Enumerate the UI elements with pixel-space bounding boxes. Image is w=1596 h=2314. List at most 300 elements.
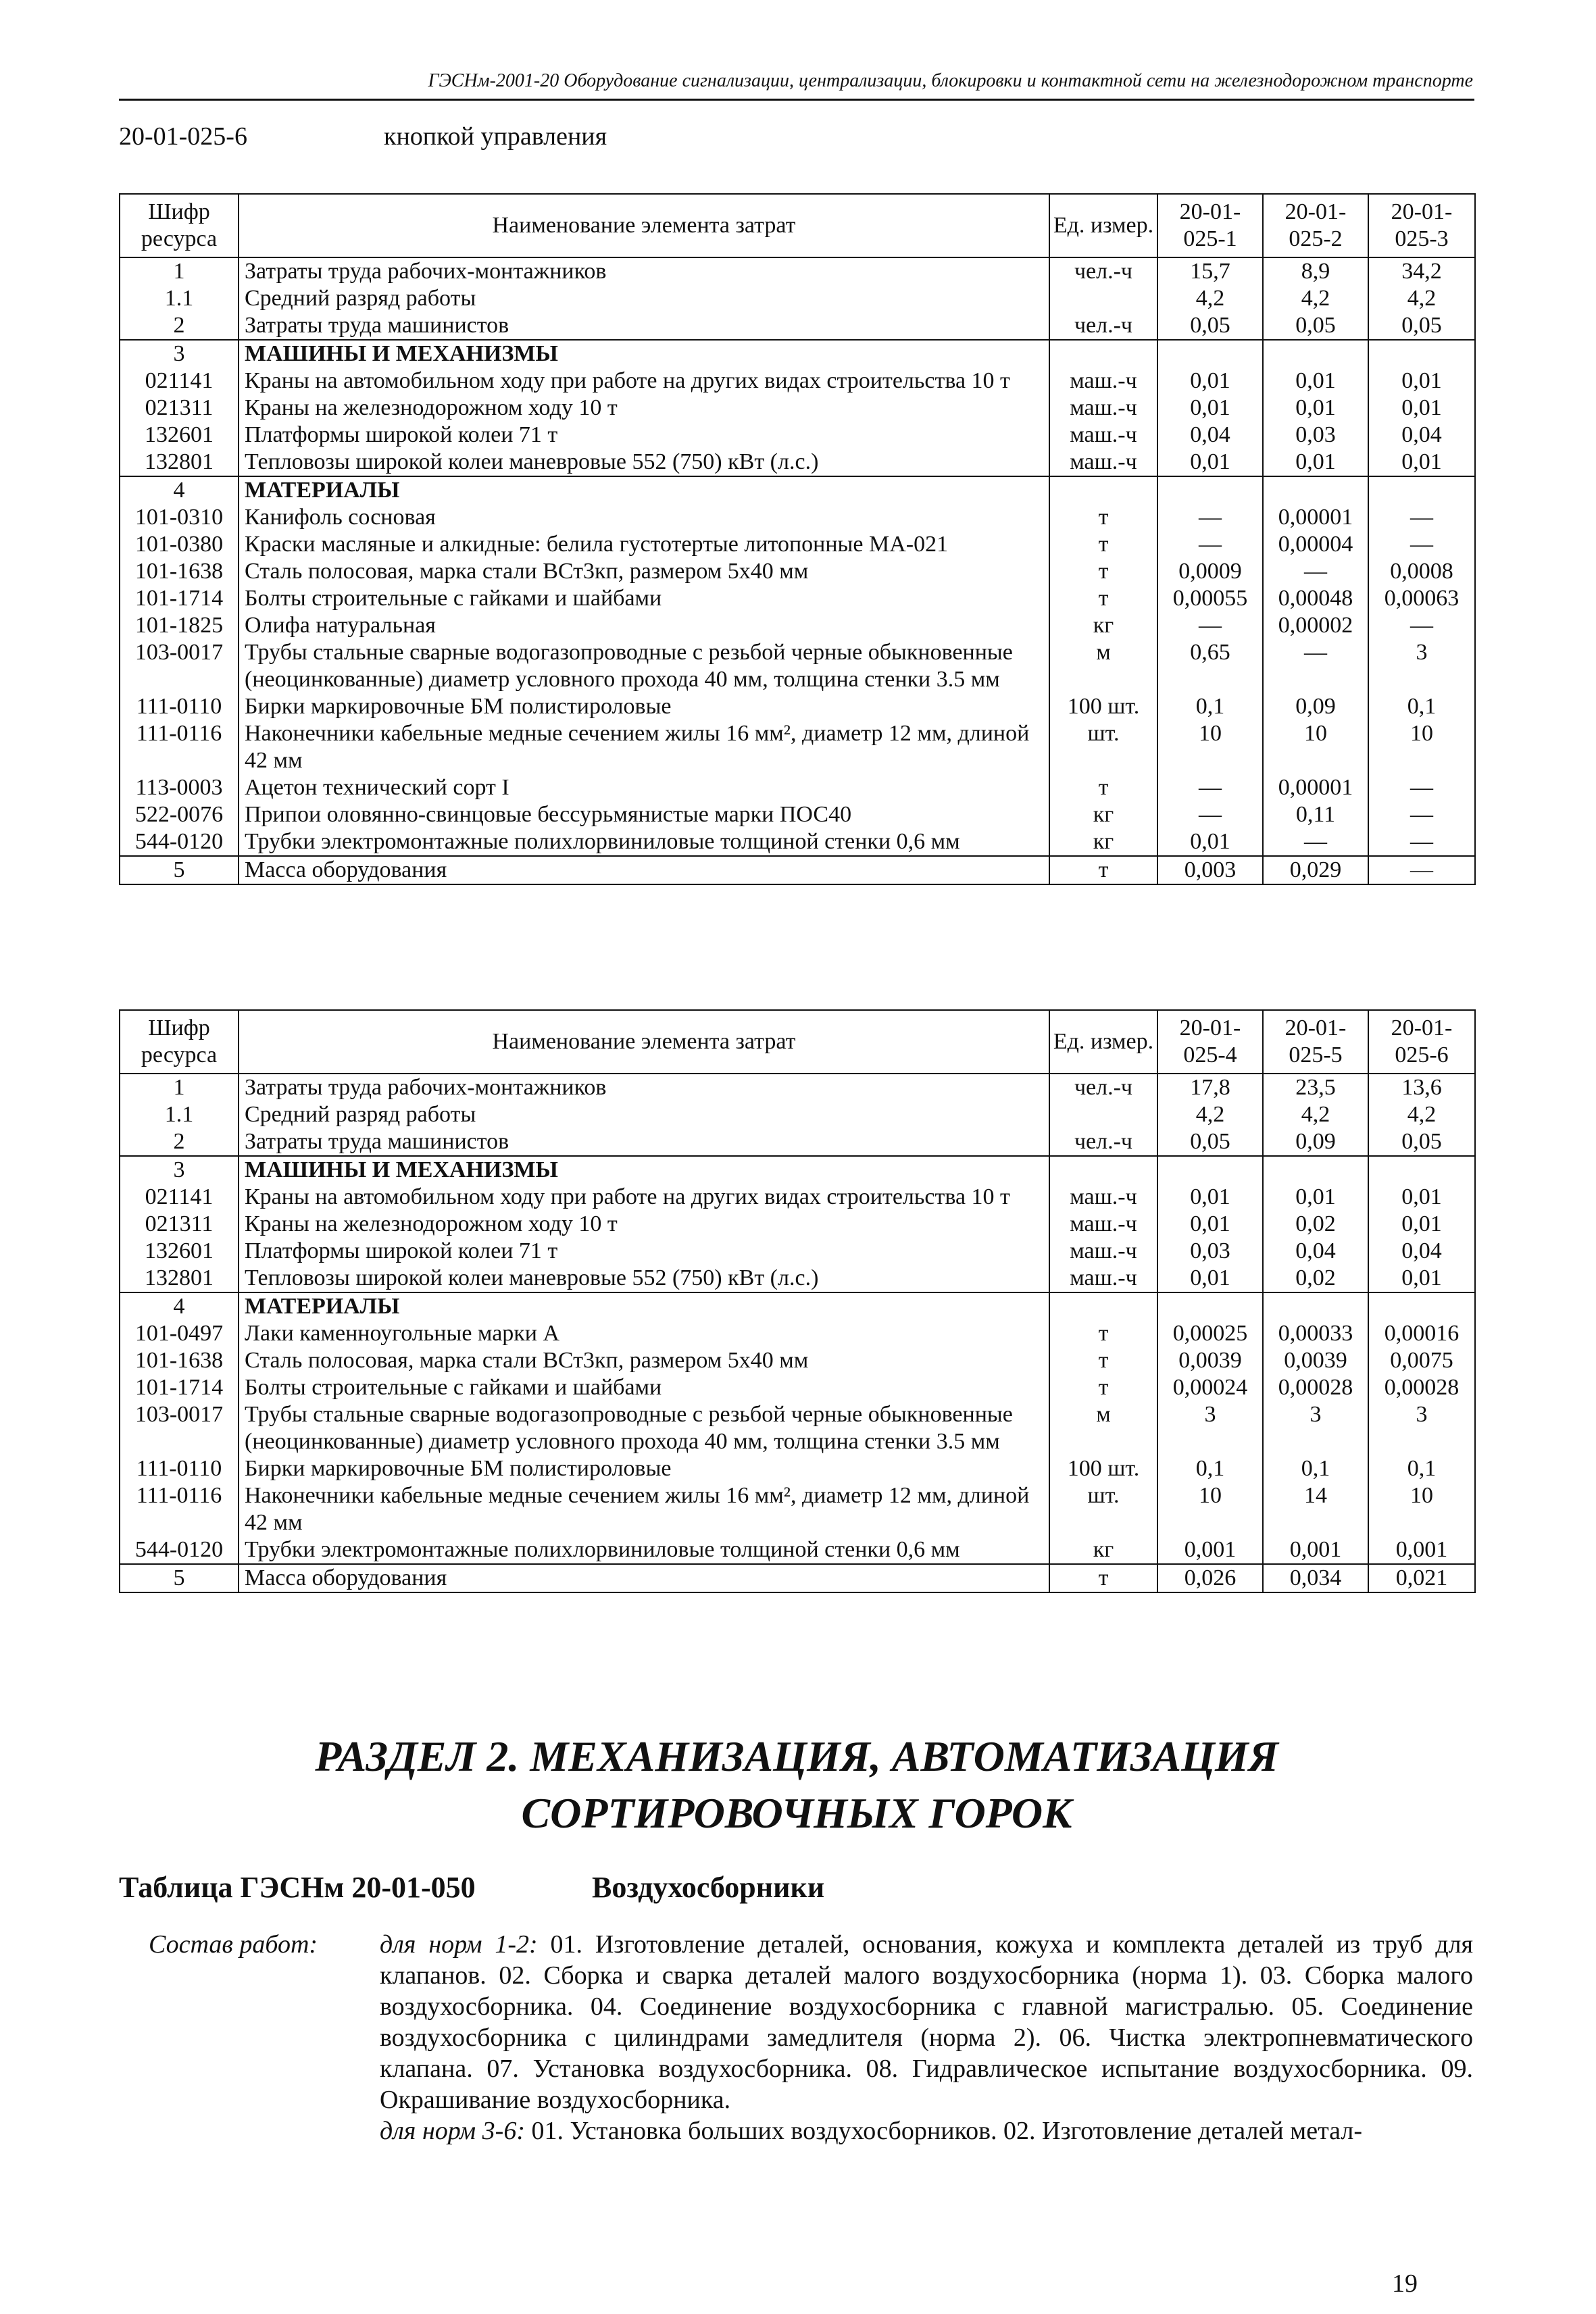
norm-value: 0,00025 — [1157, 1320, 1263, 1347]
table-row — [120, 368, 1475, 395]
norm-value: — — [1157, 504, 1263, 531]
norm-value: — — [1263, 558, 1368, 585]
unit-cell: кг — [1049, 828, 1157, 856]
table-row — [120, 1347, 1475, 1374]
unit-cell: т — [1049, 504, 1157, 531]
norm-value: 34,2 — [1368, 257, 1475, 285]
norm-value: 10 — [1157, 1482, 1263, 1536]
cost-element-name: Болты строительные с гайками и шайбами — [239, 1374, 1049, 1401]
table-row — [120, 1211, 1475, 1238]
norm-value: 0,05 — [1157, 1128, 1263, 1156]
norm-value: 3 — [1157, 1401, 1263, 1455]
unit-cell: чел.-ч — [1049, 1128, 1157, 1156]
cost-element-name: Наконечники кабельные медные сечением жилы 16 мм², диаметр 12 мм, длиной 42 мм — [239, 1482, 1049, 1536]
table-header-row — [120, 194, 1475, 257]
norm-value: 0,00001 — [1263, 504, 1368, 531]
unit-cell: маш.-ч — [1049, 1211, 1157, 1238]
norm-value: 4,2 — [1157, 285, 1263, 312]
norm-value — [1263, 1292, 1368, 1320]
norm-value: 3 — [1368, 639, 1475, 693]
table-title-label: Таблица ГЭСНм 20-01-050 — [119, 1871, 476, 1904]
composition-label: Состав работ: — [149, 1930, 318, 1959]
norm-value: — — [1368, 504, 1475, 531]
norm-value — [1157, 1156, 1263, 1184]
cost-element-name: МАШИНЫ И МЕХАНИЗМЫ — [239, 1156, 1049, 1184]
norm-value: 0,00016 — [1368, 1320, 1475, 1347]
norm-value: 0,65 — [1157, 639, 1263, 693]
table-row — [120, 531, 1475, 558]
norm-value: 0,01 — [1263, 368, 1368, 395]
unit-cell: т — [1049, 856, 1157, 884]
norm-value: 0,04 — [1368, 422, 1475, 449]
norm-value — [1368, 340, 1475, 368]
table-row — [120, 801, 1475, 828]
unit-cell — [1049, 1101, 1157, 1128]
resource-code: 522-0076 — [120, 801, 239, 828]
composition-p1-lead: для норм 1-2: — [380, 1930, 538, 1959]
resource-code: 132801 — [120, 1265, 239, 1292]
norm-value: 0,01 — [1157, 1265, 1263, 1292]
resource-code: 113-0003 — [120, 774, 239, 801]
norm-value: — — [1368, 801, 1475, 828]
cost-element-name: Бирки маркировочные БМ полистироловые — [239, 693, 1049, 720]
norm-value: 0,00033 — [1263, 1320, 1368, 1347]
unit-cell: маш.-ч — [1049, 422, 1157, 449]
norm-value: 0,0009 — [1157, 558, 1263, 585]
norm-value: 0,00001 — [1263, 774, 1368, 801]
norm-value: 8,9 — [1263, 257, 1368, 285]
cost-element-name: Краны на железнодорожном ходу 10 т — [239, 1211, 1049, 1238]
norm-value: 0,01 — [1157, 1211, 1263, 1238]
norm-value: 0,001 — [1157, 1536, 1263, 1564]
table-row — [120, 257, 1475, 285]
norm-title: кнопкой управления — [384, 122, 607, 151]
table-row — [120, 340, 1475, 368]
cost-element-name: МАШИНЫ И МЕХАНИЗМЫ — [239, 340, 1049, 368]
norm-value: 0,01 — [1368, 395, 1475, 422]
norm-value: 0,1 — [1368, 693, 1475, 720]
header-code: Шифр ресурса — [120, 194, 239, 257]
norm-value: 23,5 — [1263, 1074, 1368, 1101]
norm-value: 0,09 — [1263, 1128, 1368, 1156]
cost-element-name: Болты строительные с гайками и шайбами — [239, 585, 1049, 612]
table-row — [120, 285, 1475, 312]
unit-cell: маш.-ч — [1049, 1238, 1157, 1265]
resource-code: 101-1714 — [120, 1374, 239, 1401]
header-norm-2: 20-01-025-2 — [1263, 194, 1368, 257]
composition-p1-text: 01. Изготовление деталей, основания, кожуха и комплекта деталей из труб для клапанов. 02. Сборка и сварка деталей малого воздухосборника (норма 1). 03. Сборка малого воздухосборника. 04. Соединение воздухосборника с главной магистралью. 05. Соединение воздухосборника с цилиндрами замедлителя (норма 2). 06. Чистка электропневматического клапана. 07. Установка воздухосборника. 08. Гидравлическое испытание воздухосборника. 09. Окрашивание воздухосборника. — [380, 1930, 1473, 2114]
unit-cell: чел.-ч — [1049, 257, 1157, 285]
table-row — [120, 558, 1475, 585]
resource-code: 101-0497 — [120, 1320, 239, 1347]
resource-code: 111-0116 — [120, 720, 239, 774]
table-row — [120, 1265, 1475, 1292]
unit-cell: кг — [1049, 1536, 1157, 1564]
table-row — [120, 395, 1475, 422]
norm-value: 0,05 — [1368, 312, 1475, 340]
resource-code: 2 — [120, 1128, 239, 1156]
unit-cell — [1049, 1156, 1157, 1184]
norm-value: 0,034 — [1263, 1564, 1368, 1592]
norm-value: 0,01 — [1368, 1211, 1475, 1238]
unit-cell: т — [1049, 774, 1157, 801]
resource-code: 3 — [120, 340, 239, 368]
table-row — [120, 1184, 1475, 1211]
resource-code: 111-0110 — [120, 693, 239, 720]
cost-element-name: Припои оловянно-свинцовые бессурьмянистые марки ПОС40 — [239, 801, 1049, 828]
norm-value: 4,2 — [1157, 1101, 1263, 1128]
norm-value: 0,1 — [1368, 1455, 1475, 1482]
table-title — [119, 1870, 824, 1905]
resource-code: 544-0120 — [120, 828, 239, 856]
unit-cell — [1049, 1292, 1157, 1320]
norm-value: 4,2 — [1263, 1101, 1368, 1128]
table-row — [120, 639, 1475, 693]
norm-value: 4,2 — [1368, 285, 1475, 312]
norm-value: 0,01 — [1368, 368, 1475, 395]
unit-cell: шт. — [1049, 1482, 1157, 1536]
norm-value: 0,001 — [1368, 1536, 1475, 1564]
cost-element-name: Краны на автомобильном ходу при работе на других видах строительства 10 т — [239, 368, 1049, 395]
norm-value: 0,00004 — [1263, 531, 1368, 558]
table-row — [120, 504, 1475, 531]
header-rule — [119, 99, 1474, 101]
norm-value: 0,03 — [1263, 422, 1368, 449]
cost-element-name: МАТЕРИАЛЫ — [239, 476, 1049, 504]
resource-code: 1 — [120, 257, 239, 285]
norm-value: 10 — [1157, 720, 1263, 774]
norm-value: 0,1 — [1263, 1455, 1368, 1482]
table-row — [120, 1156, 1475, 1184]
norm-value — [1157, 476, 1263, 504]
norm-value: 0,00028 — [1368, 1374, 1475, 1401]
norm-value: 13,6 — [1368, 1074, 1475, 1101]
norm-value: 0,04 — [1157, 422, 1263, 449]
table-header-row — [120, 1010, 1475, 1074]
norm-value: 0,1 — [1157, 693, 1263, 720]
table-row — [120, 1292, 1475, 1320]
resource-code: 103-0017 — [120, 1401, 239, 1455]
resource-code: 1.1 — [120, 285, 239, 312]
norm-value: 0,0075 — [1368, 1347, 1475, 1374]
cost-element-name: Тепловозы широкой колеи маневровые 552 (750) кВт (л.с.) — [239, 449, 1049, 476]
cost-element-name: Масса оборудования — [239, 856, 1049, 884]
resource-code: 111-0116 — [120, 1482, 239, 1536]
cost-element-name: Средний разряд работы — [239, 1101, 1049, 1128]
unit-cell: м — [1049, 1401, 1157, 1455]
resource-code: 101-1714 — [120, 585, 239, 612]
norm-value: 10 — [1368, 720, 1475, 774]
norm-value: 17,8 — [1157, 1074, 1263, 1101]
cost-element-name: Затраты труда машинистов — [239, 312, 1049, 340]
norm-value: 0,026 — [1157, 1564, 1263, 1592]
unit-cell: чел.-ч — [1049, 312, 1157, 340]
norm-value: 4,2 — [1263, 285, 1368, 312]
norm-value: 0,02 — [1263, 1211, 1368, 1238]
work-composition — [149, 1929, 1473, 2146]
header-unit: Ед. измер. — [1049, 1010, 1157, 1074]
cost-element-name: Сталь полосовая, марка стали ВСт3кп, размером 5х40 мм — [239, 1347, 1049, 1374]
norm-value — [1263, 476, 1368, 504]
norm-code: 20-01-025-6 — [119, 122, 247, 151]
norm-value: 3 — [1263, 1401, 1368, 1455]
table-row — [120, 1536, 1475, 1564]
unit-cell: т — [1049, 585, 1157, 612]
resource-code: 021311 — [120, 1211, 239, 1238]
norm-value: 4,2 — [1368, 1101, 1475, 1128]
resource-code: 3 — [120, 1156, 239, 1184]
cost-element-name: Краны на автомобильном ходу при работе на других видах строительства 10 т — [239, 1184, 1049, 1211]
table-row — [120, 1401, 1475, 1455]
unit-cell: т — [1049, 1374, 1157, 1401]
resource-code: 544-0120 — [120, 1536, 239, 1564]
cost-element-name: Краны на железнодорожном ходу 10 т — [239, 395, 1049, 422]
norm-value: — — [1157, 774, 1263, 801]
unit-cell: м — [1049, 639, 1157, 693]
table-row — [120, 476, 1475, 504]
norm-value: 0,01 — [1263, 1184, 1368, 1211]
unit-cell: кг — [1049, 612, 1157, 639]
unit-cell: маш.-ч — [1049, 1265, 1157, 1292]
norm-value: — — [1368, 612, 1475, 639]
norm-value: — — [1368, 828, 1475, 856]
header-name: Наименование элемента затрат — [239, 1010, 1049, 1074]
cost-element-name: Лаки каменноугольные марки А — [239, 1320, 1049, 1347]
norm-value: — — [1157, 531, 1263, 558]
table-row — [120, 774, 1475, 801]
table-row — [120, 1238, 1475, 1265]
resource-code: 021141 — [120, 368, 239, 395]
composition-paragraph-2 — [380, 2115, 1473, 2146]
norm-value: 0,11 — [1263, 801, 1368, 828]
norm-value: 0,001 — [1263, 1536, 1368, 1564]
cost-element-name: Трубы стальные сварные водогазопроводные с резьбой черные обыкновенные (неоцинкованные) диаметр условного прохода 40 мм, толщина стенки 3.5 мм — [239, 1401, 1049, 1455]
unit-cell: т — [1049, 558, 1157, 585]
cost-element-name: Ацетон технический сорт I — [239, 774, 1049, 801]
unit-cell — [1049, 476, 1157, 504]
norm-value — [1157, 1292, 1263, 1320]
norm-value: 0,021 — [1368, 1564, 1475, 1592]
unit-cell — [1049, 340, 1157, 368]
header-norm-5: 20-01-025-5 — [1263, 1010, 1368, 1074]
norm-value: — — [1263, 828, 1368, 856]
table-row — [120, 312, 1475, 340]
norm-value: 0,01 — [1157, 395, 1263, 422]
norm-value — [1263, 340, 1368, 368]
norm-value — [1157, 340, 1263, 368]
norm-value: 0,00024 — [1157, 1374, 1263, 1401]
cost-element-name: Средний разряд работы — [239, 285, 1049, 312]
resource-code: 101-1638 — [120, 558, 239, 585]
header-norm-3: 20-01-025-3 — [1368, 194, 1475, 257]
norm-value: 0,05 — [1157, 312, 1263, 340]
unit-cell: маш.-ч — [1049, 368, 1157, 395]
norm-value — [1368, 1156, 1475, 1184]
resource-code: 103-0017 — [120, 639, 239, 693]
unit-cell: т — [1049, 1347, 1157, 1374]
cost-element-name: Масса оборудования — [239, 1564, 1049, 1592]
norm-value: 0,00055 — [1157, 585, 1263, 612]
section-title-line-1: РАЗДЕЛ 2. МЕХАНИЗАЦИЯ, АВТОМАТИЗАЦИЯ — [315, 1732, 1278, 1780]
table-row — [120, 693, 1475, 720]
norm-value: — — [1368, 531, 1475, 558]
cost-element-name: Тепловозы широкой колеи маневровые 552 (750) кВт (л.с.) — [239, 1265, 1049, 1292]
unit-cell: т — [1049, 1564, 1157, 1592]
norm-value: 0,00028 — [1263, 1374, 1368, 1401]
norm-value: — — [1157, 801, 1263, 828]
table-row — [120, 585, 1475, 612]
table-body — [120, 257, 1475, 884]
norm-value: 0,03 — [1157, 1238, 1263, 1265]
norm-value: 0,05 — [1263, 312, 1368, 340]
resource-code: 4 — [120, 476, 239, 504]
norm-value: 0,01 — [1157, 1184, 1263, 1211]
header-norm-1: 20-01-025-1 — [1157, 194, 1263, 257]
section-title-line-2: СОРТИРОВОЧНЫХ ГОРОК — [521, 1789, 1072, 1837]
page-number: 19 — [1392, 2269, 1418, 2298]
unit-cell: чел.-ч — [1049, 1074, 1157, 1101]
cost-element-name: Затраты труда рабочих-монтажников — [239, 257, 1049, 285]
table-row — [120, 1374, 1475, 1401]
resource-code: 132601 — [120, 1238, 239, 1265]
norm-value — [1263, 1156, 1368, 1184]
table-title-name: Воздухосборники — [592, 1871, 825, 1904]
header-norm-6: 20-01-025-6 — [1368, 1010, 1475, 1074]
header-name: Наименование элемента затрат — [239, 194, 1049, 257]
resource-code: 5 — [120, 1564, 239, 1592]
table-row — [120, 1320, 1475, 1347]
norm-value: 0,003 — [1157, 856, 1263, 884]
norm-value: 15,7 — [1157, 257, 1263, 285]
norm-value — [1368, 476, 1475, 504]
header-code: Шифр ресурса — [120, 1010, 239, 1074]
unit-cell — [1049, 285, 1157, 312]
table-row — [120, 1074, 1475, 1101]
norm-value: 10 — [1263, 720, 1368, 774]
norm-value: 0,00002 — [1263, 612, 1368, 639]
unit-cell: 100 шт. — [1049, 693, 1157, 720]
header-unit: Ед. измер. — [1049, 194, 1157, 257]
norm-value: 0,01 — [1368, 1265, 1475, 1292]
resource-code: 5 — [120, 856, 239, 884]
table-row — [120, 720, 1475, 774]
unit-cell: маш.-ч — [1049, 1184, 1157, 1211]
norm-value: 0,01 — [1368, 1184, 1475, 1211]
table-row — [120, 422, 1475, 449]
table-row — [120, 612, 1475, 639]
resource-code: 101-1825 — [120, 612, 239, 639]
table-row — [120, 1101, 1475, 1128]
norm-value: — — [1263, 639, 1368, 693]
norm-value: — — [1368, 774, 1475, 801]
norm-value: — — [1368, 856, 1475, 884]
unit-cell: 100 шт. — [1049, 1455, 1157, 1482]
table-body — [120, 1074, 1475, 1592]
unit-cell: т — [1049, 1320, 1157, 1347]
norm-value: 0,04 — [1368, 1238, 1475, 1265]
norm-value: 3 — [1368, 1401, 1475, 1455]
resource-code: 132601 — [120, 422, 239, 449]
norm-value: 0,01 — [1157, 368, 1263, 395]
norm-value: 0,0008 — [1368, 558, 1475, 585]
cost-element-name: Затраты труда машинистов — [239, 1128, 1049, 1156]
resource-code: 4 — [120, 1292, 239, 1320]
resource-code: 021311 — [120, 395, 239, 422]
cost-element-name: Трубки электромонтажные полихлорвиниловые толщиной стенки 0,6 мм — [239, 828, 1049, 856]
resource-table-2 — [119, 1009, 1476, 1593]
norm-value: 0,0039 — [1157, 1347, 1263, 1374]
table-row — [120, 1564, 1475, 1592]
norm-value: 0,029 — [1263, 856, 1368, 884]
table-row — [120, 856, 1475, 884]
cost-element-name: Трубки электромонтажные полихлорвиниловые толщиной стенки 0,6 мм — [239, 1536, 1049, 1564]
cost-element-name: Сталь полосовая, марка стали ВСт3кп, размером 5х40 мм — [239, 558, 1049, 585]
resource-code: 101-1638 — [120, 1347, 239, 1374]
cost-element-name: Платформы широкой колеи 71 т — [239, 1238, 1049, 1265]
unit-cell: маш.-ч — [1049, 449, 1157, 476]
cost-element-name: Трубы стальные сварные водогазопроводные с резьбой черные обыкновенные (неоцинкованные) диаметр условного прохода 40 мм, толщина стенки 3.5 мм — [239, 639, 1049, 693]
resource-table-1 — [119, 193, 1476, 885]
resource-code: 111-0110 — [120, 1455, 239, 1482]
cost-element-name: Бирки маркировочные БМ полистироловые — [239, 1455, 1049, 1482]
resource-code: 101-0310 — [120, 504, 239, 531]
norm-value: 0,02 — [1263, 1265, 1368, 1292]
composition-p2-lead: для норм 3-6: — [380, 2117, 525, 2145]
header-norm-4: 20-01-025-4 — [1157, 1010, 1263, 1074]
norm-line — [119, 122, 607, 151]
norm-value: 0,09 — [1263, 693, 1368, 720]
running-header: ГЭСНм-2001-20 Оборудование сигнализации, централизации, блокировки и контактной сети на железнодорожном транспорте — [428, 70, 1473, 91]
cost-element-name: МАТЕРИАЛЫ — [239, 1292, 1049, 1320]
norm-value: 0,04 — [1263, 1238, 1368, 1265]
norm-value: 0,05 — [1368, 1128, 1475, 1156]
composition-paragraph-1 — [380, 1929, 1473, 2115]
resource-code: 1 — [120, 1074, 239, 1101]
cost-element-name: Наконечники кабельные медные сечением жилы 16 мм², диаметр 12 мм, длиной 42 мм — [239, 720, 1049, 774]
composition-p2-text: 01. Установка больших воздухосборников. 02. Изготовление деталей метал- — [524, 2117, 1362, 2145]
resource-code: 2 — [120, 312, 239, 340]
resource-code: 132801 — [120, 449, 239, 476]
unit-cell: т — [1049, 531, 1157, 558]
resource-code: 1.1 — [120, 1101, 239, 1128]
unit-cell: кг — [1049, 801, 1157, 828]
norm-value: 0,01 — [1157, 828, 1263, 856]
norm-value: — — [1157, 612, 1263, 639]
resource-code: 021141 — [120, 1184, 239, 1211]
cost-element-name: Затраты труда рабочих-монтажников — [239, 1074, 1049, 1101]
norm-value: 0,01 — [1263, 449, 1368, 476]
resource-code: 101-0380 — [120, 531, 239, 558]
norm-value: 0,00063 — [1368, 585, 1475, 612]
norm-value: 14 — [1263, 1482, 1368, 1536]
unit-cell: шт. — [1049, 720, 1157, 774]
norm-value — [1368, 1292, 1475, 1320]
norm-value: 0,01 — [1157, 449, 1263, 476]
cost-element-name: Олифа натуральная — [239, 612, 1049, 639]
norm-value: 10 — [1368, 1482, 1475, 1536]
norm-value: 0,1 — [1157, 1455, 1263, 1482]
norm-value: 0,0039 — [1263, 1347, 1368, 1374]
cost-element-name: Платформы широкой колеи 71 т — [239, 422, 1049, 449]
norm-value: 0,01 — [1263, 395, 1368, 422]
table-row — [120, 828, 1475, 856]
table-row — [120, 1482, 1475, 1536]
unit-cell: маш.-ч — [1049, 395, 1157, 422]
table-row — [120, 1455, 1475, 1482]
norm-value: 0,01 — [1368, 449, 1475, 476]
norm-value: 0,00048 — [1263, 585, 1368, 612]
table-row — [120, 1128, 1475, 1156]
